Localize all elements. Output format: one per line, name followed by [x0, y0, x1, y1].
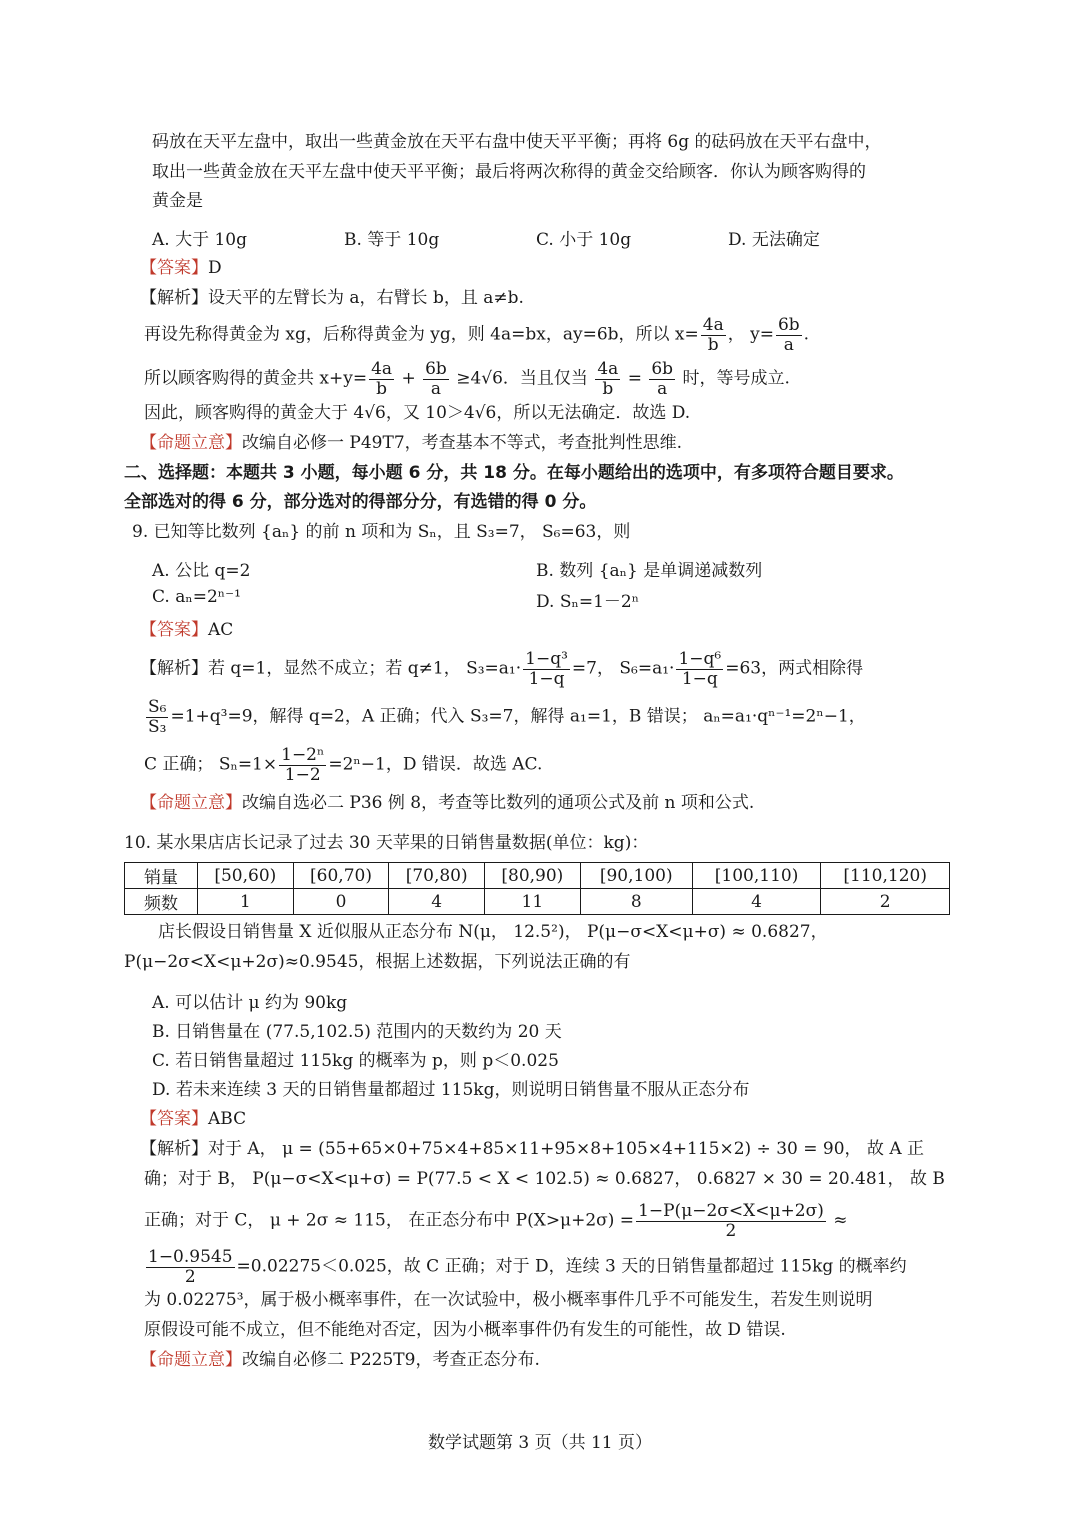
fraction [279, 746, 326, 784]
analysis-text: C 正确； Sₙ=1× [144, 754, 278, 775]
table-cell: 8 [580, 889, 692, 915]
numerator: 4a [702, 315, 724, 335]
table-cell: 销量 [125, 863, 198, 889]
denominator: a [657, 378, 668, 399]
denominator: 2 [184, 1266, 196, 1287]
page-footer: 数学试题第 3 页（共 11 页） [427, 1433, 653, 1453]
analysis-text: . [803, 324, 810, 345]
q8-option-a: A. 大于 10g [152, 230, 248, 250]
q10-intent [140, 1350, 540, 1371]
answer-value: D [208, 258, 222, 278]
analysis-text: =1+q³=9，解得 q=2，A 正确；代入 S₃=7，解得 a₁=1，B 错误； aₙ=a₁·qⁿ⁻¹=2ⁿ−1， [170, 706, 866, 727]
q10-option-d: D. 若未来连续 3 天的日销售量都超过 115kg，则说明日销售量不服从正态分布 [152, 1080, 750, 1100]
q10-answer [140, 1109, 246, 1130]
numerator: S₆ [148, 697, 167, 717]
numerator: 1−q⁶ [678, 649, 722, 669]
q10-option-c: C. 若日销售量超过 115kg 的概率为 p，则 p＜0.025 [152, 1051, 559, 1071]
q10-stem: 10. 某水果店店长记录了过去 30 天苹果的日销售量数据(单位：kg)： [124, 833, 649, 853]
section-heading-line2: 全部选对的得 6 分，部分选对的得部分分，有选错的得 0 分。 [124, 492, 597, 512]
analysis-text: =7， S₆=a₁· [571, 658, 675, 679]
q10-analysis-line5: 为 0.02275³，属于极小概率事件，在一次试验中，极小概率事件几乎不可能发生，若发生则说明 [144, 1290, 873, 1310]
denominator: a [783, 334, 794, 355]
analysis-label: 【解析】 [140, 1139, 208, 1159]
q8-stem-line2: 取出一些黄金放在天平左盘中使天平平衡；最后将两次称得的黄金交给顾客．你认为顾客购得的 [152, 162, 866, 182]
table-cell: 4 [389, 889, 485, 915]
analysis-text: 对于 A， μ = (55+65×0+75×4+85×11+95×8+105×4+115×2) ÷ 30 = 90， 故 A 正 [208, 1139, 925, 1159]
q10-analysis-line1 [140, 1139, 924, 1160]
denominator: 1−q [528, 668, 565, 689]
table-cell: 频数 [125, 889, 198, 915]
q10-analysis-line3 [144, 1202, 848, 1240]
analysis-text: =63，两式相除得 [725, 658, 864, 679]
numerator: 6b [425, 359, 447, 379]
q9-analysis-line1 [140, 650, 863, 688]
intent-text: 改编自选必二 P36 例 8，考查等比数列的通项公式及前 n 项和公式. [242, 793, 755, 813]
fraction [369, 360, 394, 398]
table-cell: 2 [821, 889, 950, 915]
section-heading-line1: 二、选择题：本题共 3 小题，每小题 6 分，共 18 分。在每小题给出的选项中，有多项符合题目要求。 [124, 463, 904, 483]
analysis-text: 再设先称得黄金为 xg，后称得黄金为 yg，则 4a=bx，ay=6b，所以 x= [144, 324, 699, 345]
numerator: 4a [597, 359, 619, 379]
q9-option-a: A. 公比 q=2 [152, 561, 251, 581]
table-row [125, 863, 950, 889]
q10-para-line1: 店长假设日销售量 X 近似服从正态分布 N(μ， 12.5²)， P(μ−σ<X<μ+σ) ≈ 0.6827， [158, 922, 828, 942]
fraction [636, 1202, 826, 1240]
denominator: b [602, 378, 614, 399]
table-cell: [70,80) [389, 863, 485, 889]
analysis-text: 正确；对于 C， μ + 2σ ≈ 115， 在正态分布中 P(X>μ+2σ) = [144, 1210, 635, 1231]
table-cell: 1 [198, 889, 294, 915]
numerator: 1−2ⁿ [281, 745, 325, 765]
q8-analysis-line4: 因此，顾客购得的黄金大于 4√6，又 10＞4√6，所以无法确定．故选 D. [144, 403, 691, 423]
q8-intent [140, 433, 682, 454]
table-cell: [80,90) [485, 863, 581, 889]
answer-label: 【答案】 [140, 620, 208, 640]
numerator: 1−P(μ−2σ<X<μ+2σ) [638, 1201, 824, 1221]
q8-analysis-line3 [144, 360, 790, 398]
q8-stem-line1: 码放在天平左盘中，取出一些黄金放在天平右盘中使天平平衡；再将 6g 的砝码放在天平右盘中， [152, 132, 882, 152]
denominator: S₃ [148, 716, 167, 737]
q9-stem: 9. 已知等比数列 {aₙ} 的前 n 项和为 Sₙ，且 S₃=7， S₆=63，则 [132, 522, 631, 542]
table-cell: [90,100) [580, 863, 692, 889]
intent-text: 改编自必修二 P225T9，考查正态分布. [242, 1350, 540, 1370]
table-cell: 11 [485, 889, 581, 915]
denominator: 1−q [681, 668, 718, 689]
table-cell: [110,120) [821, 863, 950, 889]
q8-option-d: D. 无法确定 [728, 230, 820, 250]
analysis-text: 时，等号成立. [677, 368, 790, 389]
q9-intent [140, 793, 754, 814]
answer-label: 【答案】 [140, 1109, 208, 1129]
analysis-text: 所以顾客购得的黄金共 x+y= [144, 368, 368, 389]
fraction [676, 650, 723, 688]
analysis-label: 【解析】 [140, 658, 208, 679]
q8-option-c: C. 小于 10g [536, 230, 632, 250]
q9-option-c: C. aₙ=2ⁿ⁻¹ [152, 587, 241, 607]
fraction [776, 316, 802, 354]
q10-analysis-line2: 确；对于 B， P(μ−σ<X<μ+σ) = P(77.5 < X < 102.5) ≈ 0.6827， 0.6827 × 30 = 20.481， 故 B [144, 1169, 945, 1189]
table-cell: [60,70) [293, 863, 389, 889]
numerator: 6b [777, 315, 800, 335]
analysis-label: 【解析】 [140, 288, 208, 308]
denominator: b [376, 378, 388, 399]
q8-option-b: B. 等于 10g [344, 230, 440, 250]
analysis-text: 若 q=1，显然不成立；若 q≠1， S₃=a₁· [208, 658, 522, 679]
analysis-text: =0.02275＜0.025，故 C 正确；对于 D，连续 3 天的日销售量都超过 115kg 的概率约 [236, 1256, 907, 1277]
table-cell: 0 [293, 889, 389, 915]
numerator: 1−0.9545 [148, 1247, 233, 1267]
intent-label: 【命题立意】 [140, 1350, 242, 1370]
q8-analysis-line1 [140, 288, 524, 309]
analysis-text: 设天平的左臂长为 a，右臂长 b，且 a≠b. [208, 288, 524, 308]
denominator: 1−2 [284, 764, 321, 785]
q10-analysis-line6: 原假设可能不成立，但不能绝对否定，因为小概率事件仍有发生的可能性，故 D 错误. [144, 1320, 786, 1340]
answer-value: ABC [208, 1109, 247, 1129]
fraction [523, 650, 570, 688]
q9-analysis-line3 [144, 746, 542, 784]
denominator: 2 [725, 1220, 737, 1241]
analysis-text: = [622, 368, 648, 389]
q8-answer [140, 258, 222, 279]
sales-table [124, 862, 950, 915]
q10-option-b: B. 日销售量在 (77.5,102.5) 范围内的天数约为 20 天 [152, 1022, 562, 1042]
table-cell: [100,110) [692, 863, 821, 889]
analysis-text: ， y= [727, 324, 774, 345]
q9-answer [140, 620, 233, 641]
q10-option-a: A. 可以估计 μ 约为 90kg [152, 993, 348, 1013]
analysis-text: + [396, 368, 422, 389]
denominator: a [430, 378, 442, 399]
analysis-text: ≈ [827, 1210, 848, 1231]
fraction [146, 698, 168, 736]
analysis-text: =2ⁿ−1，D 错误．故选 AC. [328, 754, 543, 775]
answer-value: AC [208, 620, 234, 640]
fraction [649, 360, 675, 398]
intent-label: 【命题立意】 [140, 793, 242, 813]
fraction [701, 316, 726, 354]
table-cell: [50,60) [198, 863, 294, 889]
numerator: 4a [371, 359, 393, 379]
intent-text: 改编自必修一 P49T7，考查基本不等式，考查批判性思维. [242, 433, 683, 453]
fraction [595, 360, 620, 398]
q10-analysis-line4 [144, 1248, 907, 1286]
q9-analysis-line2 [144, 698, 866, 736]
q9-option-b: B. 数列 {aₙ} 是单调递减数列 [536, 561, 763, 581]
answer-label: 【答案】 [140, 258, 208, 278]
fraction [146, 1248, 235, 1286]
q8-analysis-line2 [144, 316, 809, 354]
q9-option-d: D. Sₙ=1－2ⁿ [536, 592, 640, 612]
numerator: 1−q³ [525, 649, 568, 669]
intent-label: 【命题立意】 [140, 433, 242, 453]
table-row [125, 889, 950, 915]
fraction [423, 360, 449, 398]
table-cell: 4 [692, 889, 821, 915]
q10-para-line2: P(μ−2σ<X<μ+2σ)≈0.9545，根据上述数据，下列说法正确的有 [124, 952, 631, 972]
analysis-text: ≥4√6．当且仅当 [450, 368, 594, 389]
numerator: 6b [651, 359, 674, 379]
denominator: b [707, 334, 719, 355]
q8-stem-line3: 黄金是 [152, 191, 203, 211]
